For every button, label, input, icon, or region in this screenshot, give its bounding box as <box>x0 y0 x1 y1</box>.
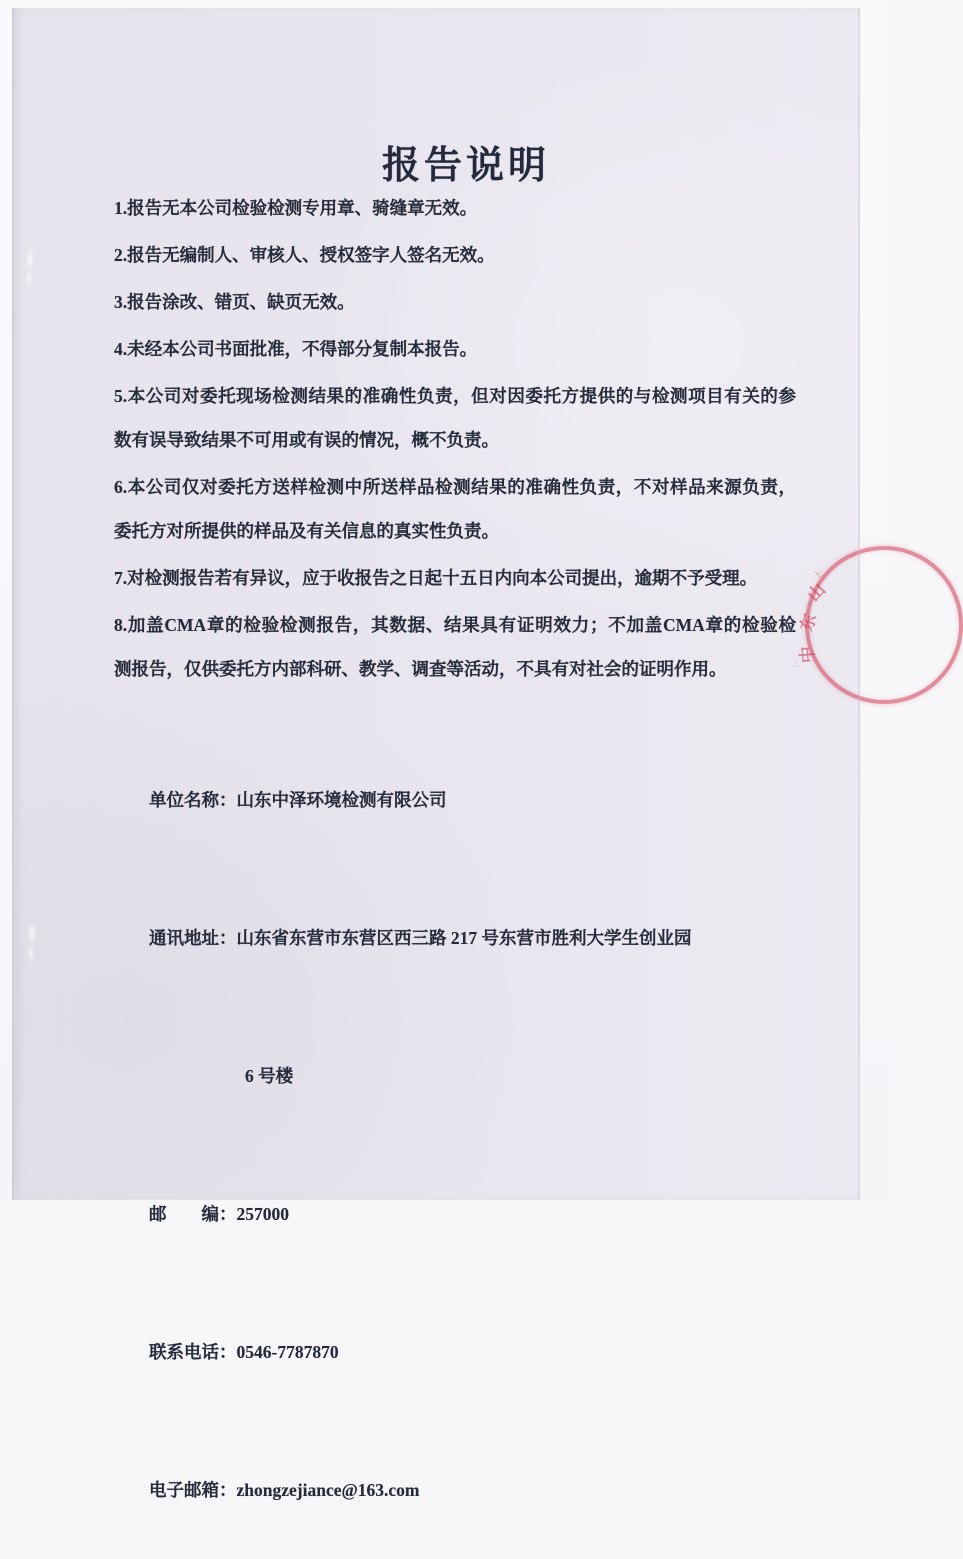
contact-row-address <box>114 869 814 1007</box>
note-item-7 <box>114 556 796 600</box>
seal-mark: ∴ <box>793 660 800 671</box>
note-item-6 <box>114 465 796 553</box>
address-value: 山东省东营市东营区西三路 217 号东营市胜利大学生创业园 <box>236 928 692 948</box>
note-line: 4.未经本公司书面批准，不得部分复制本报告。 <box>114 339 478 359</box>
note-item-5 <box>114 374 796 462</box>
email-label: 电子邮箱： <box>149 1480 237 1500</box>
contact-row-address-line2 <box>114 1007 814 1145</box>
company-name-label: 单位名称： <box>149 790 237 810</box>
note-line: 2.报告无编制人、审核人、授权签字人签名无效。 <box>114 245 495 265</box>
seal-character: 中 <box>797 645 818 664</box>
note-line: 1.报告无本公司检验检测专用章、骑缝章无效。 <box>114 198 478 218</box>
note-line: 7.对检测报告若有异议，应于收报告之日起十五日内向本公司提出，逾期不予受理。 <box>114 568 758 588</box>
page-title: 报告说明 <box>381 145 550 187</box>
paper-emboss-mark <box>24 920 40 964</box>
contact-row-postcode <box>114 1145 814 1283</box>
note-item-2 <box>114 233 796 277</box>
note-item-3 <box>114 280 796 324</box>
email-value: zhongzejiance@163.com <box>236 1480 420 1500</box>
note-line: 6.本公司仅对委托方送样检测中所送样品检测结果的准确性负责，不对样品来源负责， <box>114 477 796 497</box>
note-line: 3.报告涂改、错页、缺页无效。 <box>114 292 355 312</box>
contact-row-phone <box>114 1283 814 1421</box>
seal-character: 东 <box>796 611 821 634</box>
paper-emboss-mark <box>22 246 38 290</box>
postcode-label: 邮 编： <box>149 1204 237 1224</box>
address-value-line2: 6 号楼 <box>245 1066 294 1086</box>
red-seal-stamp-partial <box>805 546 963 704</box>
phone-value: 0546-7787870 <box>236 1342 339 1362</box>
note-item-1 <box>114 186 796 230</box>
contact-row-company <box>114 731 814 869</box>
seal-character: 山 <box>803 579 830 606</box>
paper-edge-shadow <box>857 8 860 1200</box>
company-name-value: 山东中泽环境检测有限公司 <box>236 790 447 810</box>
contact-block <box>114 731 814 1559</box>
report-notes-list <box>114 186 796 694</box>
note-line: 5.本公司对委托现场检测结果的准确性负责，但对因委托方提供的与检测项目有关的参 <box>114 386 796 406</box>
contact-row-email <box>114 1421 814 1559</box>
phone-label: 联系电话： <box>149 1342 237 1362</box>
paper-sheet <box>12 8 860 1500</box>
seal-mark: 十 <box>811 568 827 584</box>
note-line: 数有误导致结果不可用或有误的情况，概不负责。 <box>114 430 499 450</box>
postcode-value: 257000 <box>236 1204 289 1224</box>
address-label: 通讯地址： <box>149 928 237 948</box>
note-item-4 <box>114 327 796 371</box>
note-item-8 <box>114 603 796 691</box>
note-line: 8.加盖CMA章的检验检测报告，其数据、结果具有证明效力；不加盖CMA章的检验检 <box>114 615 796 635</box>
note-line: 测报告，仅供委托方内部科研、教学、调查等活动，不具有对社会的证明作用。 <box>114 659 727 679</box>
note-line: 委托方对所提供的样品及有关信息的真实性负责。 <box>114 521 499 541</box>
